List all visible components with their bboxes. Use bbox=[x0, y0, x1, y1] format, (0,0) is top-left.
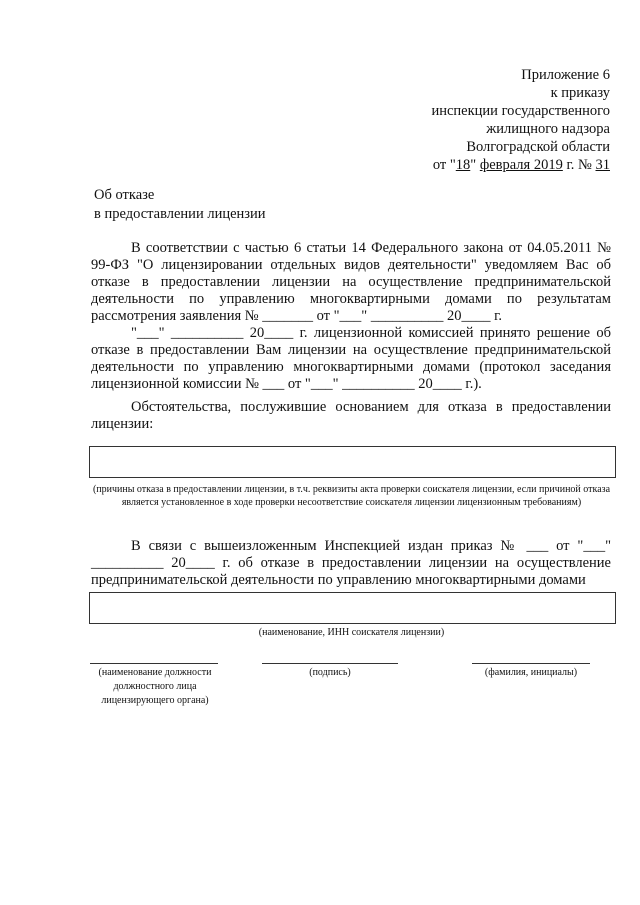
applicant-field-box bbox=[89, 592, 616, 624]
paragraph-commission: "___" __________ 20____ г. лицензионной комиссией принято решение об отказе в предоставлении Вам лицензии на осуществление предпринимательской деятельности по управлению многоквартирными домами (протокол заседания лицензионной комиссии № ___ от "___" __________ 20____ г.). bbox=[91, 325, 611, 392]
header-line: жилищного надзора bbox=[486, 121, 610, 137]
signature-label: (подпись) bbox=[309, 667, 351, 678]
paragraph-notice: В соответствии с частью 6 статьи 14 Федерального закона от 04.05.2011 № 99-ФЗ "О лицензировании отдельных видов деятельности" уведомляем Вас об отказе в предоставлении лицензии на осуществление предпринимательской деятельности по управлению многоквартирными домами по результатам рассмотрения заявления № _______ от "___" __________ 20____ г. bbox=[91, 240, 611, 324]
reasons-field-box bbox=[89, 446, 616, 478]
paragraph-order: В связи с вышеизложенным Инспекцией издан приказ № ___ от "___" __________ 20____ г. об отказе в предоставлении лицензии на осуществление предпринимательской деятельности по управлению многоквартирными домами bbox=[91, 538, 611, 588]
name-signature-line bbox=[472, 663, 590, 664]
order-day: 18 bbox=[455, 157, 471, 173]
signature-line bbox=[262, 663, 398, 664]
applicant-note: (наименование, ИНН соискателя лицензии) bbox=[258, 627, 445, 638]
position-label: (наименование должности должностного лица лицензирующего органа) bbox=[98, 667, 212, 706]
subject: Об отказе в предоставлении лицензии bbox=[94, 187, 266, 222]
name-label: (фамилия, инициалы) bbox=[484, 667, 578, 678]
reasons-note: (причины отказа в предоставлении лицензии, в т.ч. реквизиты акта проверки соискателя лицензии, если причиной отказа является установленное в ходе проверки несоответствие соискателя лицензии лицензионным требованиям) bbox=[92, 484, 611, 508]
position-signature-line bbox=[90, 663, 218, 664]
order-paragraph-block bbox=[91, 538, 611, 589]
order-number: 31 bbox=[595, 157, 610, 173]
order-month-year: февраля 2019 bbox=[479, 157, 563, 173]
order-date-line: от "18" февраля 2019 г. № 31 bbox=[432, 157, 610, 173]
header-line: Приложение 6 bbox=[521, 67, 610, 83]
header-line: к приказу bbox=[550, 85, 610, 101]
appendix-header bbox=[431, 66, 610, 174]
paragraph-circumstances: Обстоятельства, послужившие основанием для отказа в предоставлении лицензии: bbox=[91, 399, 611, 432]
main-paragraph bbox=[91, 240, 611, 433]
header-line: Волгоградской области bbox=[466, 139, 610, 155]
header-line: инспекции государственного bbox=[431, 103, 610, 119]
